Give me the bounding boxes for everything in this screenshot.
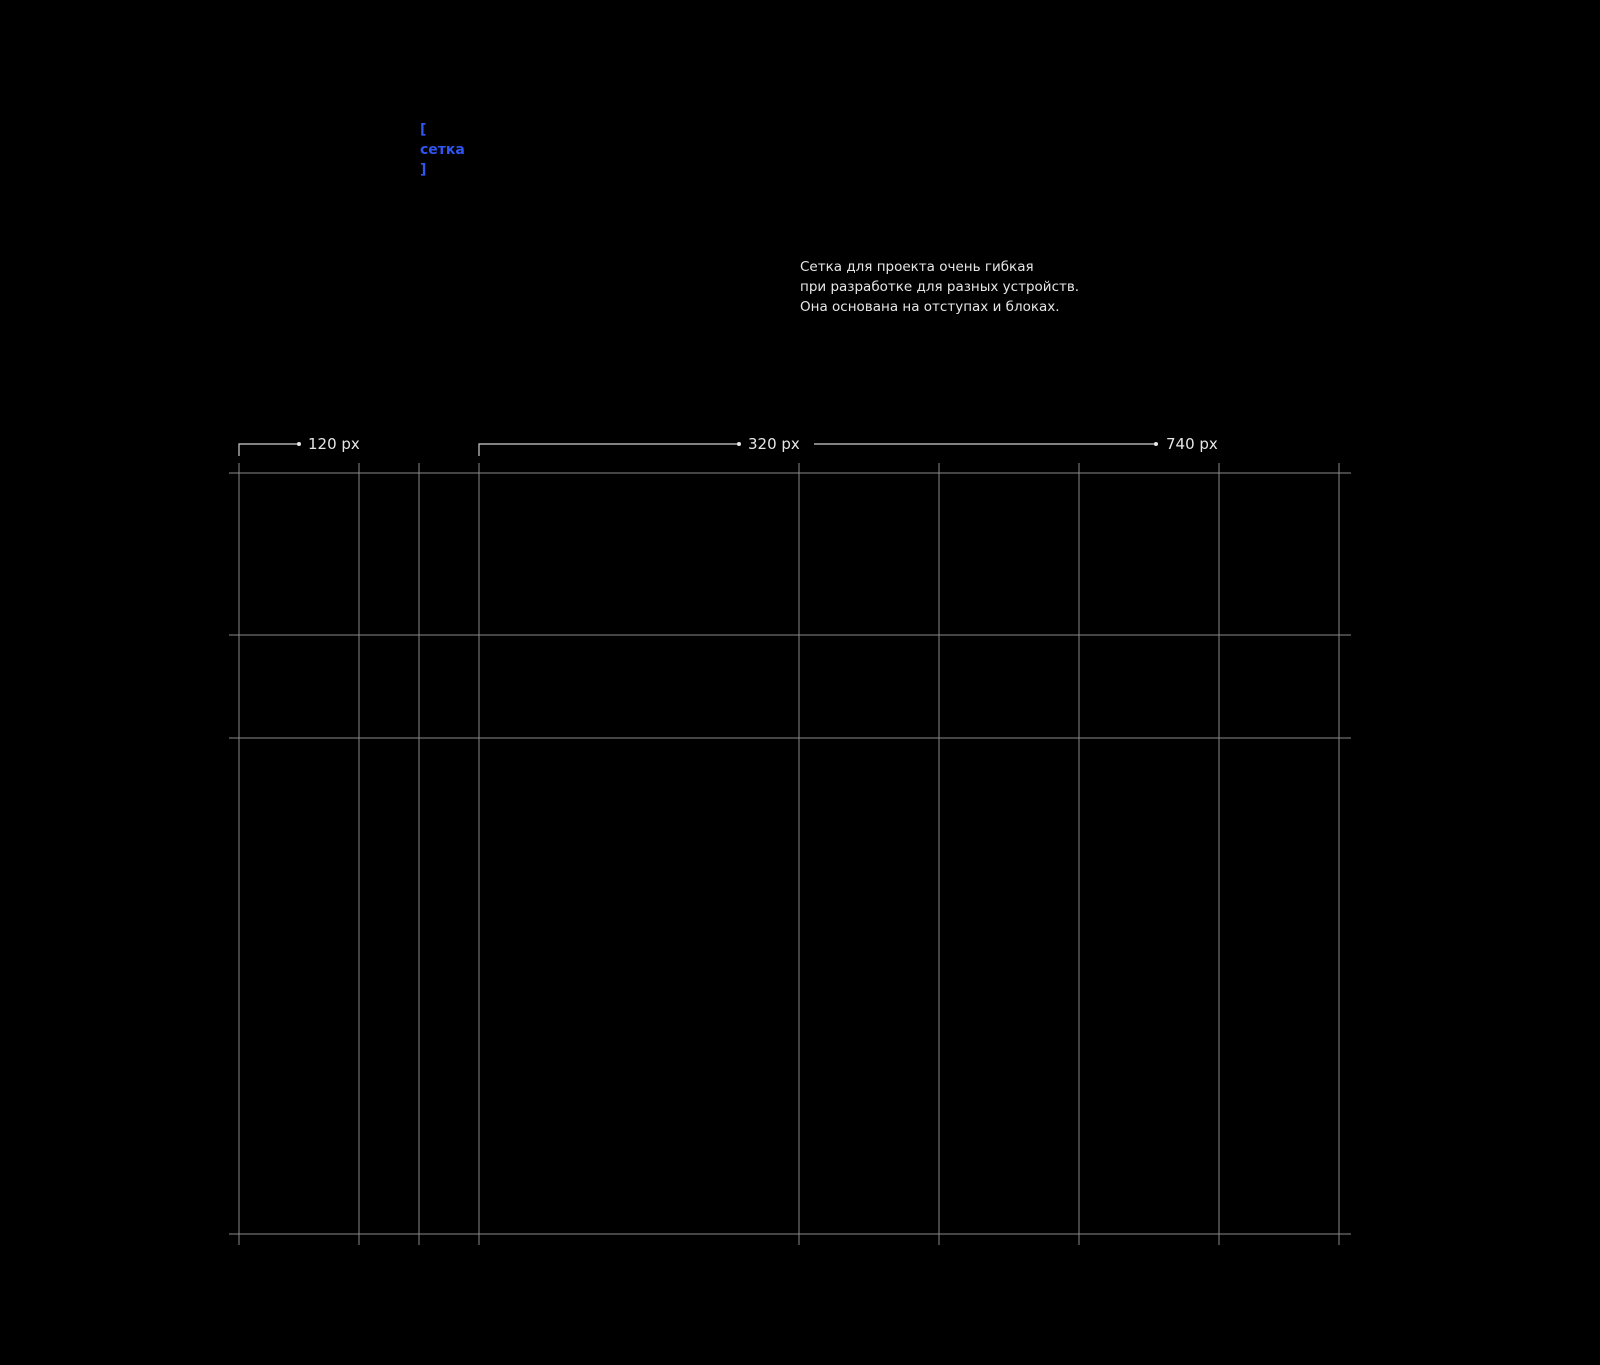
margin-callout-dot <box>297 442 301 446</box>
bracket-open: [ <box>420 122 427 138</box>
description-line-3: Она основана на отступах и блоках. <box>800 299 1060 315</box>
gutter-label: 320 px <box>748 435 800 453</box>
content-label: 740 px <box>1166 435 1218 453</box>
margin-callout-line <box>239 444 298 456</box>
content-callout-dot <box>1154 442 1158 446</box>
description-line-1: Сетка для проекта очень гибкая <box>800 259 1034 275</box>
horizontal-grid-lines <box>229 473 1351 1234</box>
vertical-grid-lines <box>239 463 1339 1245</box>
gutter-callout-dot <box>737 442 741 446</box>
bracket-close: ] <box>420 162 427 178</box>
dimension-callouts <box>239 444 1156 456</box>
margin-label: 120 px <box>308 435 360 453</box>
gutter-callout-line <box>479 444 738 456</box>
section-title: сетка <box>420 142 465 158</box>
description-line-2: при разработке для разных устройств. <box>800 279 1080 295</box>
